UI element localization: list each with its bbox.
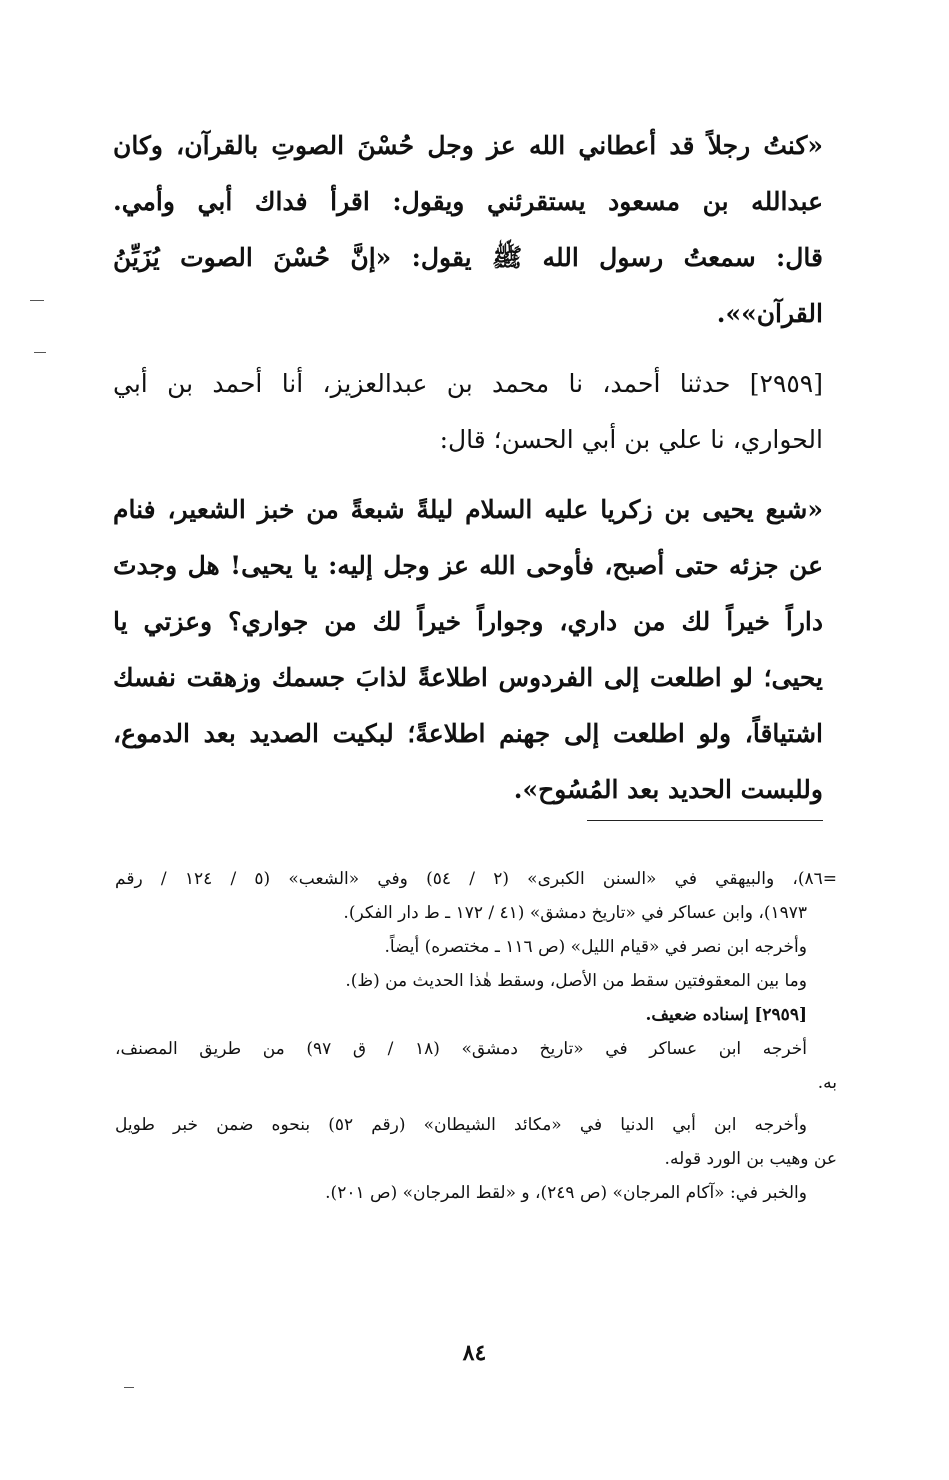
text-line: قال: سمعتُ رسول الله ﷺ يقول: «إنَّ حُسْنَ الصوت يُزَيِّنُ	[113, 243, 823, 272]
text-line: «كنتُ رجلاً قد أعطاني الله عز وجل حُسْنَ الصوتِ بالقرآن، وكان	[113, 131, 823, 160]
text-line: داراً خيراً لك من داري، وجواراً خيراً لك من جواري؟ وعزتي يا	[113, 607, 823, 636]
footnote-line: به.	[817, 1073, 837, 1093]
scan-mark	[34, 352, 46, 353]
text-line: «شبع يحيى بن زكريا عليه السلام ليلةً شبعةً من خبز الشعير، فنام	[113, 495, 823, 524]
text-line: وللبست الحديد بعد المُسُوح».	[513, 775, 823, 804]
isnad-2959	[113, 356, 823, 468]
footnotes	[115, 862, 837, 1210]
scan-mark	[30, 300, 44, 301]
footnote-line: عن وهيب بن الورد قوله.	[664, 1149, 837, 1169]
text-line: الحواري، نا علي بن أبي الحسن؛ قال:	[439, 425, 823, 454]
footnote-line: وأخرجه ابن نصر في «قيام الليل» (ص ١١٦ ـ مختصره) أيضاً.	[384, 937, 807, 957]
footnote-line: ١٩٧٣)، وابن عساكر في «تاريخ دمشق» (٤١ / ١٧٢ ـ ط دار الفكر).	[343, 903, 807, 923]
text-line: اشتياقاً، ولو اطلعت إلى جهنم اطلاعةً؛ لبكيت الصديد بعد الدموع،	[113, 719, 823, 748]
main-text	[113, 118, 823, 818]
footnote-line: [٢٩٥٩] إسناده ضعيف.	[645, 1005, 807, 1025]
footnote-line: =٨٦)، والبيهقي في «السنن الكبرى» (٢ / ٥٤) وفي «الشعب» (٥ / ١٢٤ / رقم	[115, 869, 838, 889]
footnote-line: وأخرجه ابن أبي الدنيا في «مكائد الشيطان» (رقم ٥٢) بنحوه ضمن خبر طويل	[115, 1115, 807, 1135]
footnote-line: والخبر في: «آكام المرجان» (ص ٢٤٩)، و «لقط المرجان» (ص ٢٠١).	[325, 1183, 807, 1203]
footnote-line: وما بين المعقوفتين سقط من الأصل، وسقط هٰذا الحديث من (ظ).	[345, 971, 807, 991]
scan-mark	[124, 1387, 134, 1388]
text-line: عن جزئه حتى أصبح، فأوحى الله عز وجل إليه: يا يحيى! هل وجدتَ	[113, 551, 823, 580]
footnote-separator	[587, 820, 823, 821]
text-line: القرآن»».	[716, 299, 823, 328]
page-number: ٨٤	[462, 1340, 487, 1366]
text-line: عبدالله بن مسعود يستقرئني ويقول: اقرأ فداك أبي وأمي.	[113, 187, 823, 216]
hadith-text-1	[113, 118, 823, 342]
text-line: يحيى؛ لو اطلعت إلى الفردوس اطلاعةً لذابَ جسمك وزهقت نفسك	[113, 663, 823, 692]
hadith-text-2959	[113, 482, 823, 818]
text-line: [٢٩٥٩] حدثنا أحمد، نا محمد بن عبدالعزيز، أنا أحمد بن أبي	[113, 369, 823, 398]
footnote-line: أخرجه ابن عساكر في «تاريخ دمشق» (١٨ / ق ٩٧) من طريق المصنف،	[115, 1039, 807, 1059]
